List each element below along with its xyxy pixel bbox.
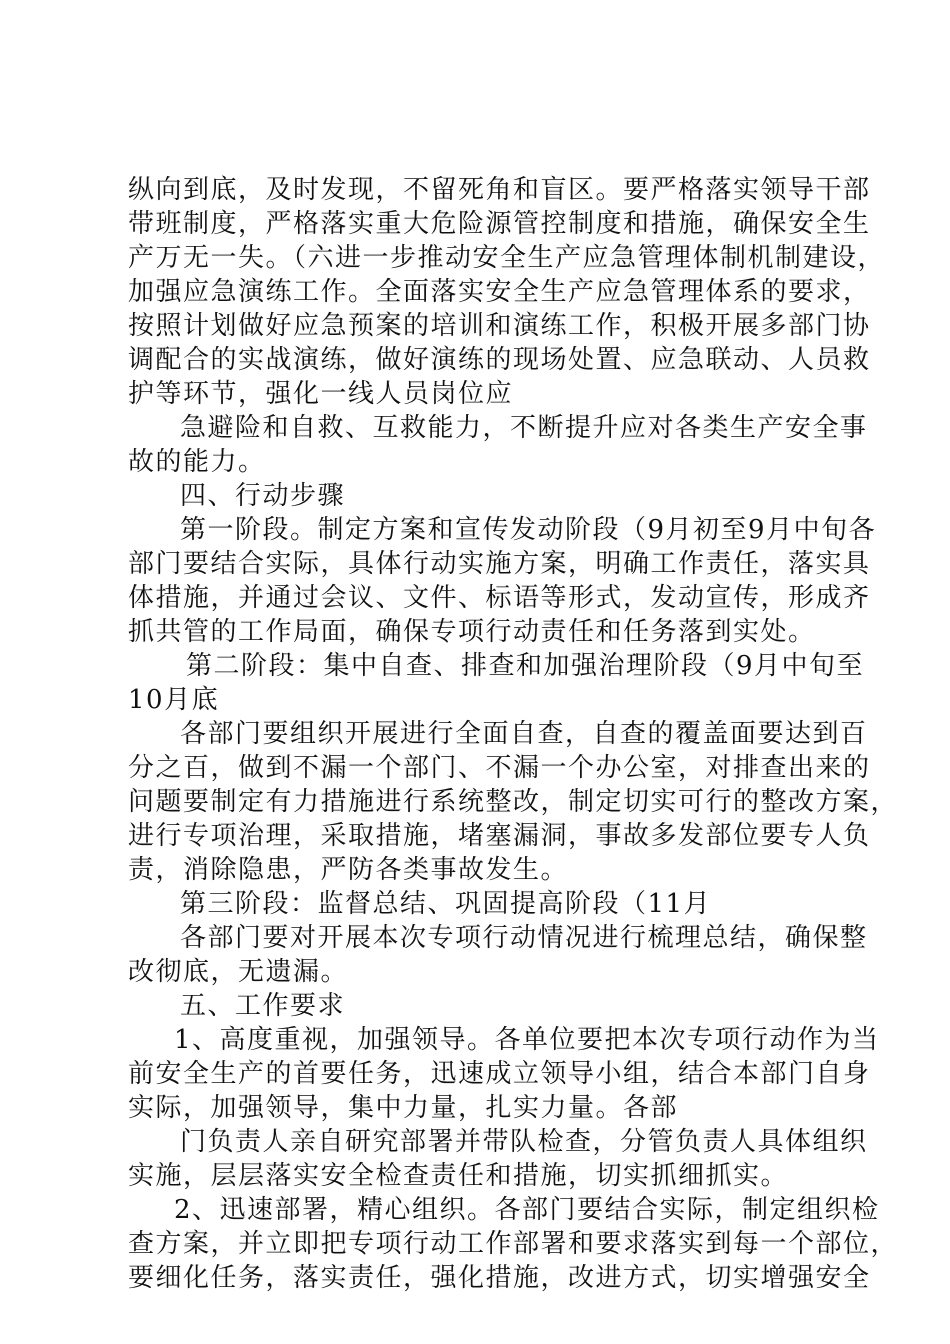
text-line: 进行专项治理，采取措施，堵塞漏洞，事故多发部位要专人负 [128, 821, 871, 851]
text-line: 故的能力。 [128, 447, 266, 477]
text-line: 急避险和自救、互救能力，不断提升应对各类生产安全事 [180, 413, 868, 443]
text-line: 要细化任务，落实责任，强化措施，改进方式，切实增强安全 [128, 1263, 871, 1293]
text-line: 实施，层层落实安全检查责任和措施，切实抓细抓实。 [128, 1161, 789, 1191]
text-line: 问题要制定有力措施进行系统整改，制定切实可行的整改方案， [128, 787, 899, 817]
text-line: 护等环节，强化一线人员岗位应 [128, 379, 514, 409]
text-line: 纵向到底，及时发现，不留死角和盲区。要严格落实领导干部 [128, 175, 871, 205]
text-line: 10月底 [128, 685, 220, 715]
text-line: 前安全生产的首要任务，迅速成立领导小组，结合本部门自身 [128, 1059, 871, 1089]
text-line: 抓共管的工作局面，确保专项行动责任和任务落到实处。 [128, 617, 816, 647]
section-heading: 五、工作要求 [180, 991, 346, 1021]
text-line: 部门要结合实际，具体行动实施方案，明确工作责任，落实具 [128, 549, 871, 579]
text-line: 第一阶段。制定方案和宣传发动阶段（9月初至9月中旬各 [180, 515, 877, 545]
text-line: 按照计划做好应急预案的培训和演练工作，积极开展多部门协 [128, 311, 871, 341]
section-heading: 四、行动步骤 [180, 481, 346, 511]
text-line: 带班制度，严格落实重大危险源管控制度和措施，确保安全生 [128, 209, 871, 239]
text-line: 实际，加强领导，集中力量，扎实力量。各部 [128, 1093, 679, 1123]
text-line: 体措施，并通过会议、文件、标语等形式，发动宣传，形成齐 [128, 583, 871, 613]
text-line: 改彻底，无遗漏。 [128, 957, 349, 987]
text-line: 各部门要对开展本次专项行动情况进行梳理总结，确保整 [180, 923, 868, 953]
text-line: 第三阶段：监督总结、巩固提高阶段（11月 [180, 889, 712, 919]
text-line: 2、迅速部署，精心组织。各部门要结合实际，制定组织检 [174, 1195, 880, 1225]
text-line: 1、高度重视，加强领导。各单位要把本次专项行动作为当 [174, 1025, 880, 1055]
text-line: 第二阶段：集中自查、排查和加强治理阶段（9月中旬至 [186, 651, 865, 681]
text-line: 门负责人亲自研究部署并带队检查，分管负责人具体组织 [180, 1127, 868, 1157]
text-line: 产万无一失。（六进一步推动安全生产应急管理体制机制建设， [128, 243, 886, 273]
text-line: 调配合的实战演练，做好演练的现场处置、应急联动、人员救 [128, 345, 871, 375]
text-line: 查方案，并立即把专项行动工作部署和要求落实到每一个部位， [128, 1229, 899, 1259]
text-line: 各部门要组织开展进行全面自查，自查的覆盖面要达到百 [180, 719, 868, 749]
text-line: 加强应急演练工作。全面落实安全生产应急管理体系的要求， [128, 277, 871, 307]
text-line: 责，消除隐患，严防各类事故发生。 [128, 855, 569, 885]
text-line: 分之百，做到不漏一个部门、不漏一个办公室，对排查出来的 [128, 753, 871, 783]
